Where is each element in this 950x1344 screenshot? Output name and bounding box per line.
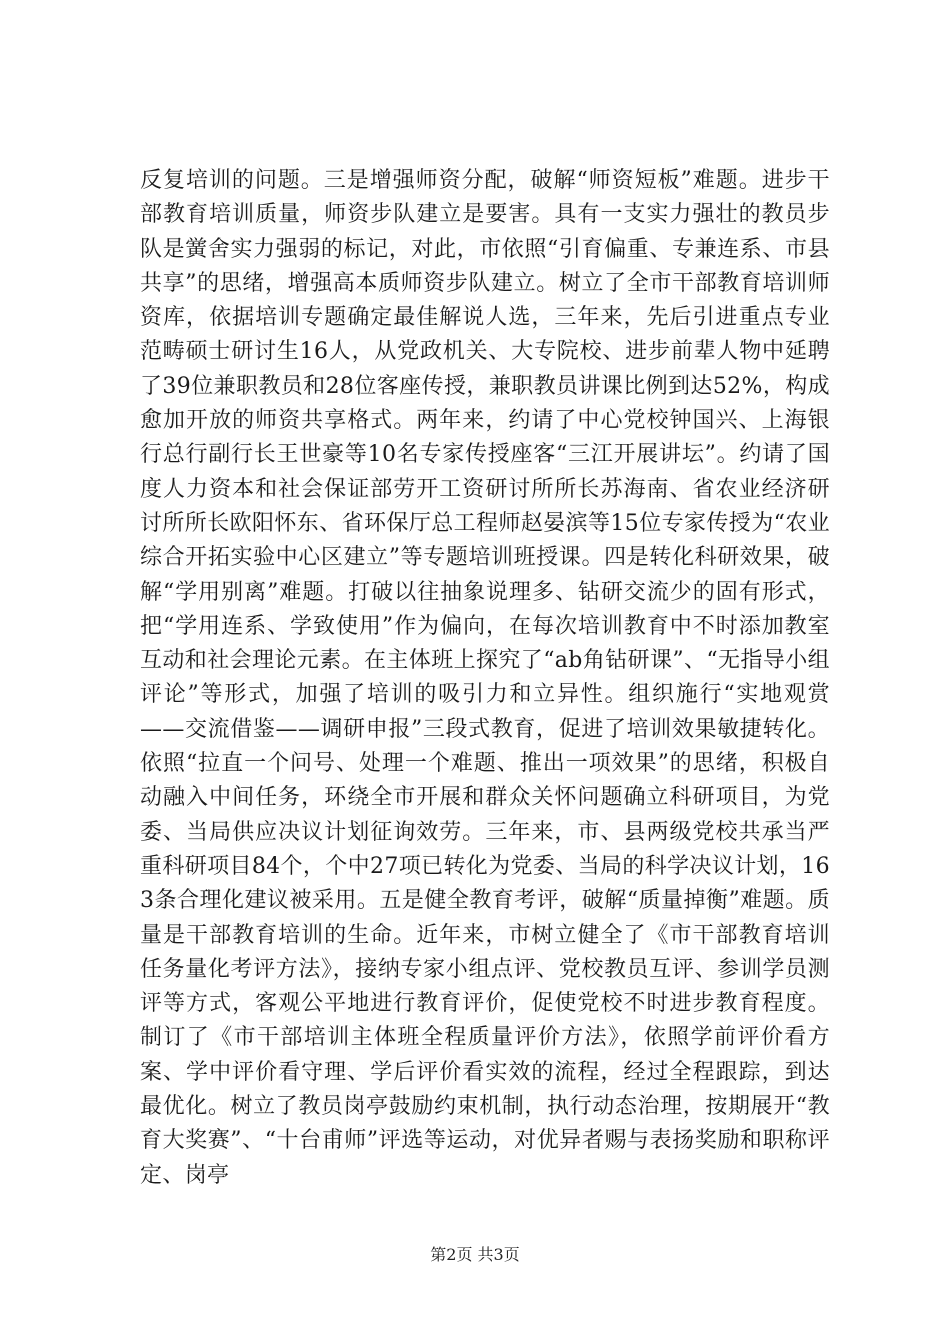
page-number-footer: 第2页 共3页 bbox=[430, 1245, 520, 1264]
body-paragraph: 反复培训的问题。三是增强师资分配，破解“师资短板”难题。进步干部教育培训质量，师资步队建立是要害。具有一支实力强壮的教员步队是黉舍实力强弱的标记，对此，市依照“引育偏重、专兼连系、市县共享”的思绪，增强高本质师资步队建立。树立了全市干部教育培训师资库，依据培训专题确定最佳解说人选，三年来，先后引进重点专业范畴硕士研讨生16人，从党政机关、大专院校、进步前辈人物中延聘了39位兼职教员和28位客座传授，兼职教员讲课比例到达52%，构成愈加开放的师资共享格式。两年来，约请了中心党校钟国兴、上海银行总行副行长王世豪等10名专家传授座客“三江开展讲坛”。约请了国度人力资本和社会保证部劳开工资研讨所所长苏海南、省农业经济研讨所所长欧阳怀东、省环保厅总工程师赵晏滨等15位专家传授为“农业综合开拓实验中心区建立”等专题培训班授课。四是转化科研效果，破解“学用别离”难题。打破以往抽象说理多、钻研交流少的固有形式，把“学用连系、学致使用”作为偏向，在每次培训教育中不时添加教室互动和社会理论元素。在主体班上探究了“ab角钻研课”、“无指导小组评论”等形式，加强了培训的吸引力和立异性。组织施行“实地观赏——交流借鉴——调研申报”三段式教育，促进了培训效果敏捷转化。依照“拉直一个问号、处理一个难题、推出一项效果”的思绪，积极自动融入中间任务，环绕全市开展和群众关怀问题确立科研项目，为党委、当局供应决议计划征询效劳。三年来，市、县两级党校共承当严重科研项目84个，个中27项已转化为党委、当局的科学决议计划，163条合理化建议被采用。五是健全教育考评，破解“质量掉衡”难题。质量是干部教育培训的生命。近年来，市树立健全了《市干部教育培训任务量化考评方法》，接纳专家小组点评、党校教员互评、参训学员测评等方式，客观公平地进行教育评价，促使党校不时进步教育程度。制订了《市干部培训主体班全程质量评价方法》，依照学前评价看方案、学中评价看守理、学后评价看实效的流程，经过全程跟踪，到达最优化。树立了教员岗亭鼓励约束机制，执行动态治理，按期展开“教育大奖赛”、“十台甫师”评选等运动，对优异者赐与表扬奖励和职称评定、岗亭 bbox=[140, 168, 830, 1188]
